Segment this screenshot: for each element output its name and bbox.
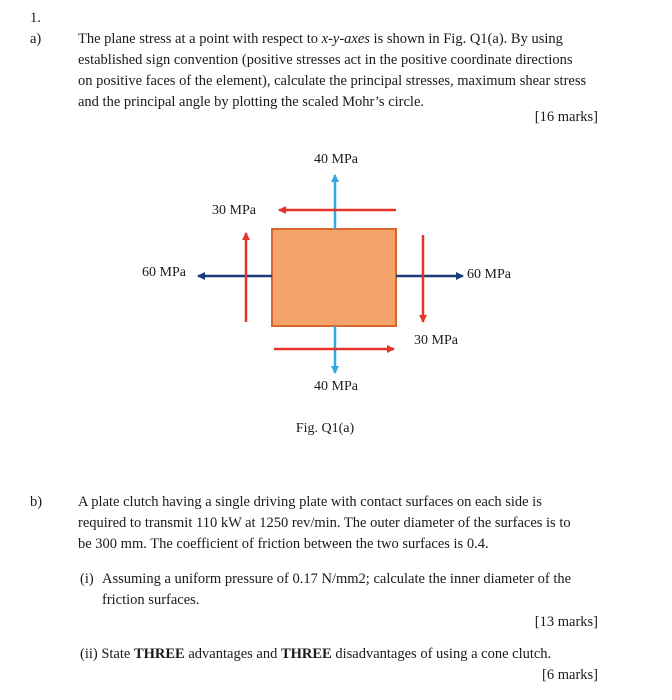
- figure-caption: Fig. Q1(a): [295, 421, 355, 436]
- sub-ii-text-pre: State: [101, 646, 134, 662]
- sub-ii-label: (ii): [80, 646, 98, 662]
- sub-ii-text-mid: advantages and: [184, 646, 281, 662]
- part-a-line-3: on positive faces of the element), calculate the principal stresses, maximum shear stress: [78, 73, 587, 89]
- sub-i-label: (i): [80, 571, 94, 587]
- part-a-line-1-pre: The plane stress at a point with respect to: [78, 31, 322, 47]
- sub-i-line-1: Assuming a uniform pressure of 0.17 N/mm2; calculate the inner diameter of the: [102, 571, 572, 587]
- bottom-shear-stress-label: 30 MPa: [414, 333, 458, 348]
- sub-ii-bold-advantages: THREE: [133, 646, 185, 662]
- question-number: 1.: [30, 10, 41, 26]
- sub-ii-bold-disadvantages: THREE: [280, 646, 332, 662]
- right-normal-stress-label: 60 MPa: [467, 267, 511, 282]
- sub-ii-text-post: disadvantages of using a cone clutch.: [331, 646, 552, 662]
- sub-ii-marks: [6 marks]: [542, 667, 598, 683]
- top-normal-stress-label: 40 MPa: [314, 152, 358, 167]
- part-b-text: [78, 492, 638, 555]
- sub-i-line-2: friction surfaces.: [102, 592, 200, 608]
- bottom-normal-stress-label: 40 MPa: [314, 379, 358, 394]
- sub-i-text: [102, 569, 598, 611]
- axes-term: x-y-axes: [321, 31, 370, 47]
- sub-i-marks: [13 marks]: [534, 614, 598, 630]
- part-a-line-4: and the principal angle by plotting the scaled Mohr’s circle.: [78, 94, 425, 110]
- part-a-line-2: established sign convention (positive stresses act in the positive coordinate directions: [78, 52, 573, 68]
- part-a-marks: [16 marks]: [534, 109, 598, 125]
- part-a-label: a): [30, 31, 42, 47]
- part-b-line-3: be 300 mm. The coefficient of friction between the two surfaces is 0.4.: [78, 536, 489, 552]
- part-b-label: b): [30, 494, 43, 510]
- left-normal-stress-label: 60 MPa: [142, 265, 186, 280]
- stress-element-square: [272, 229, 396, 326]
- sub-ii-text: [80, 644, 551, 665]
- part-a-line-1-post: is shown in Fig. Q1(a). By using: [369, 31, 563, 47]
- part-b-line-2: required to transmit 110 kW at 1250 rev/min. The outer diameter of the surfaces is to: [78, 515, 571, 531]
- top-shear-stress-label: 30 MPa: [212, 203, 256, 218]
- part-b-line-1: A plate clutch having a single driving plate with contact surfaces on each side is: [78, 494, 542, 510]
